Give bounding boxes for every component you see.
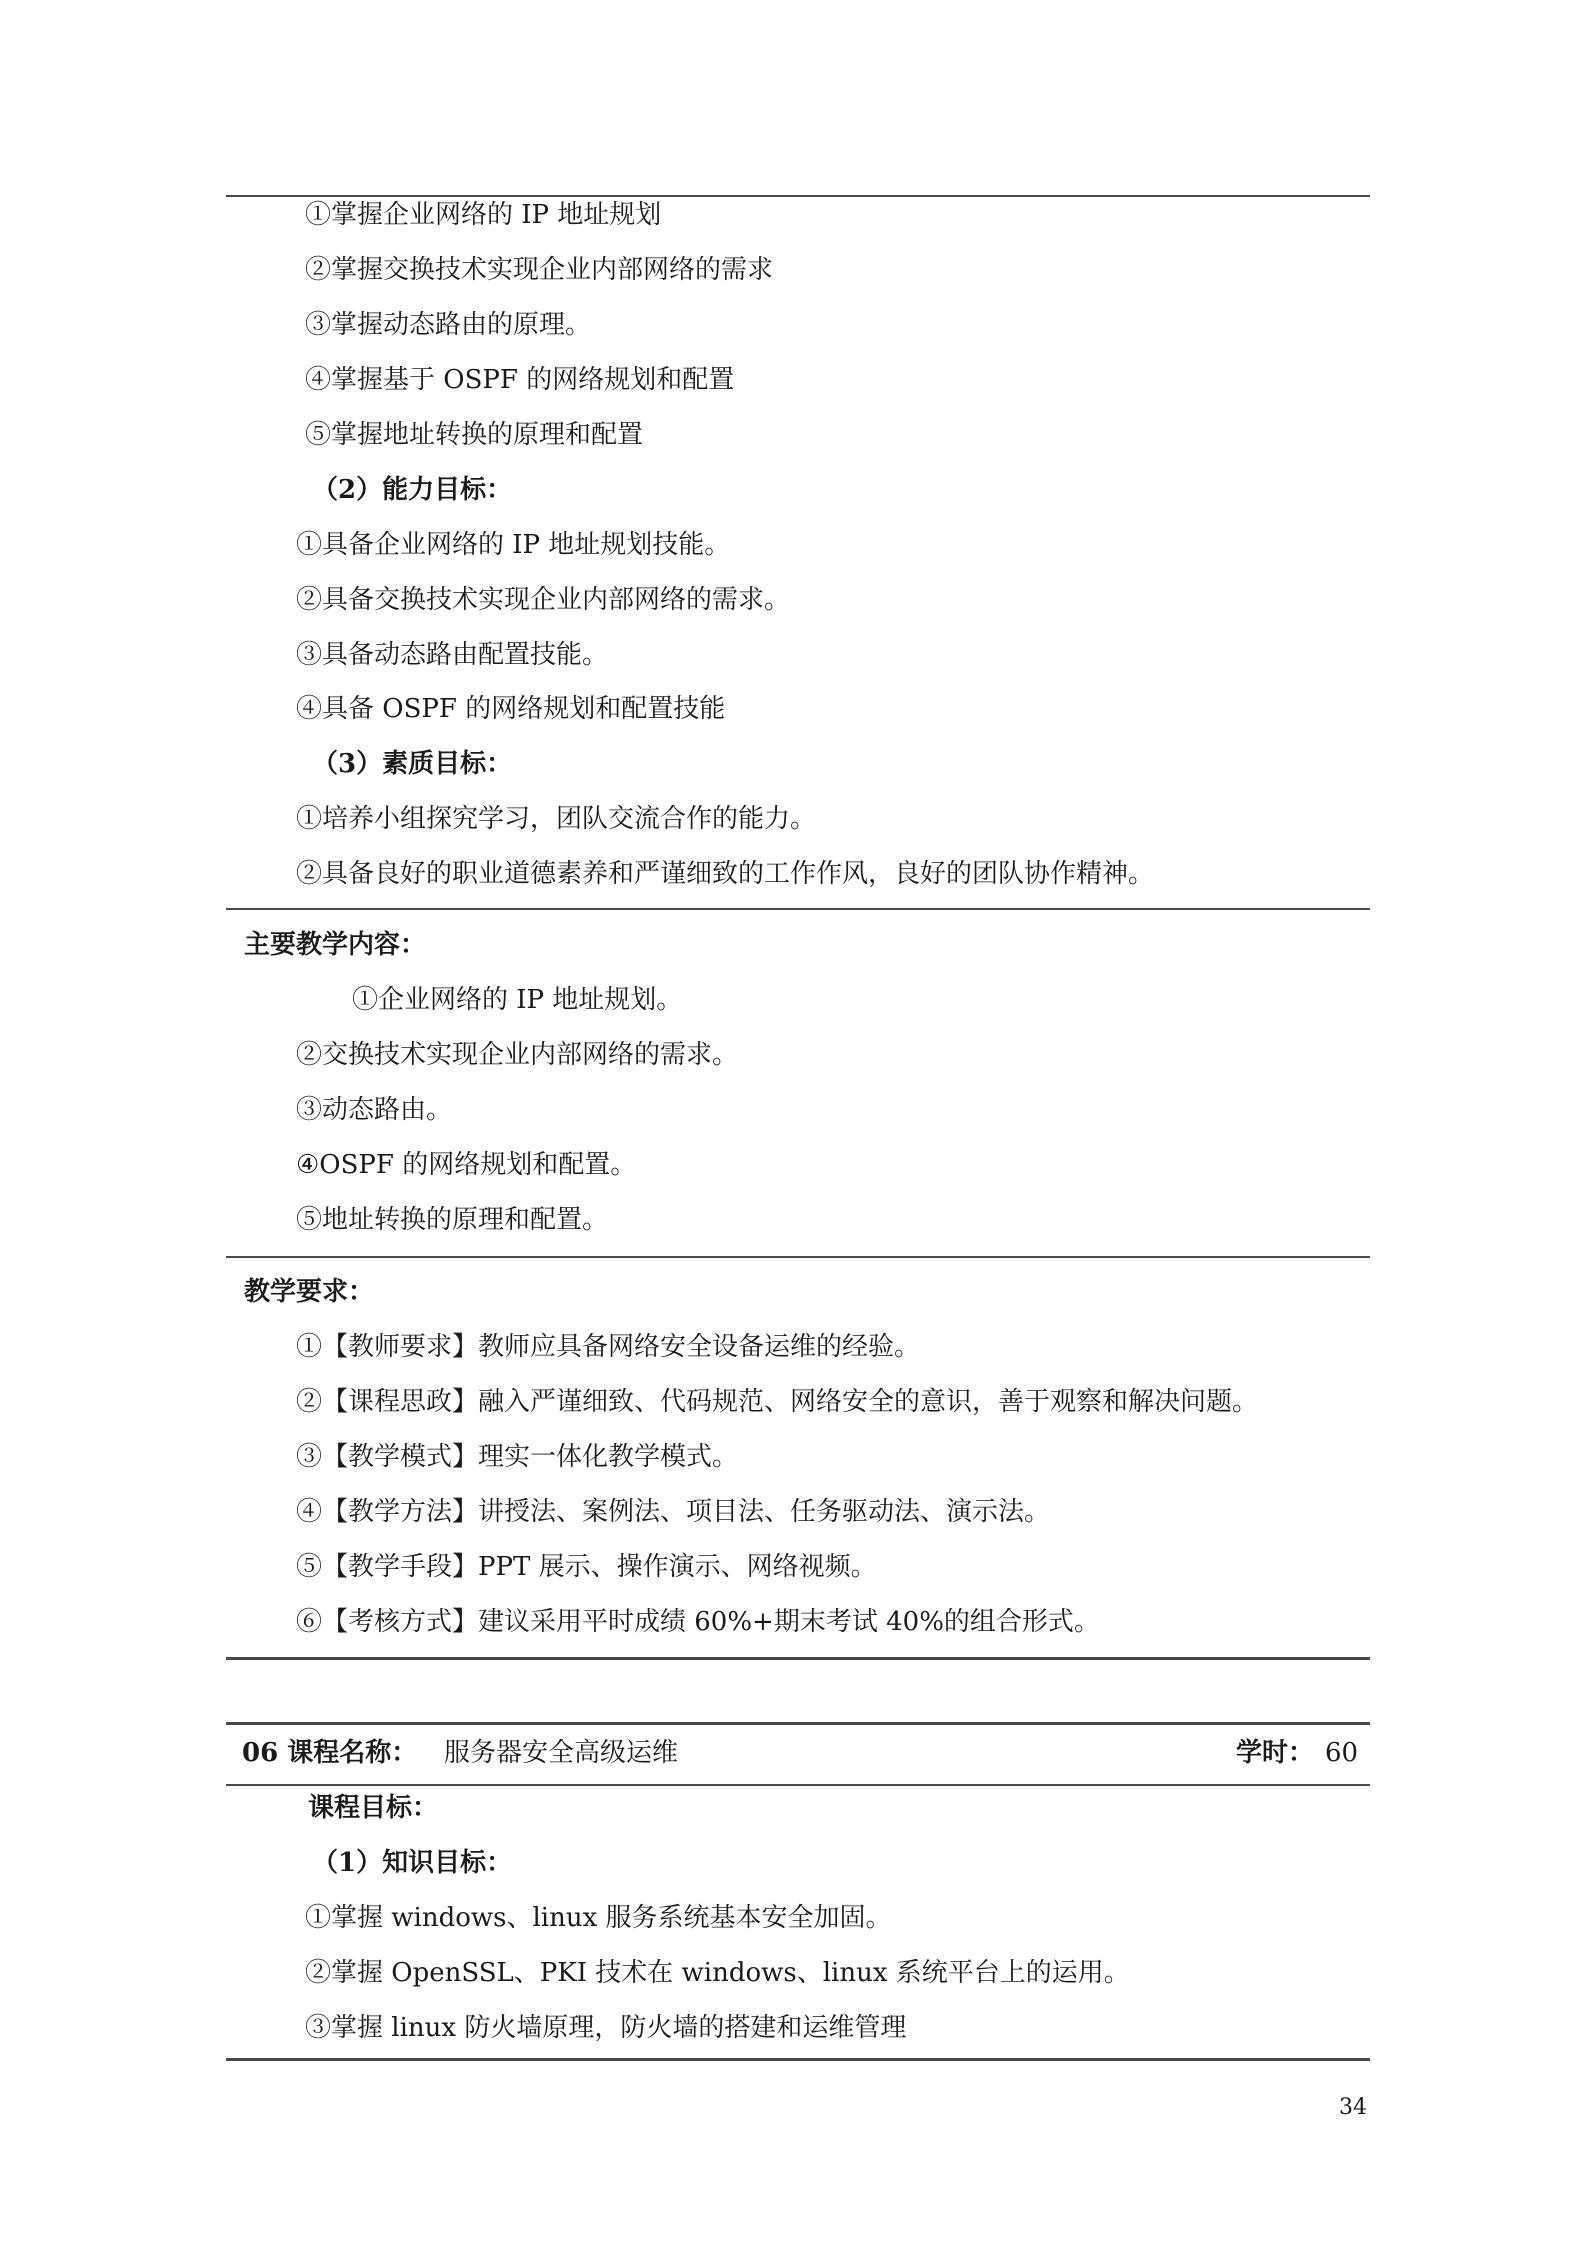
course06-name-value: 服务器安全高级运维 <box>444 1738 679 1768</box>
ability-item-1: ①具备企业网络的 IP 地址规划技能。 <box>296 530 731 560</box>
course06-name-label: 06 课程名称： <box>242 1738 418 1768</box>
quality-heading: （3）素质目标： <box>312 749 513 779</box>
table-bottom-rule <box>226 1657 1370 1660</box>
knowledge-item-1: ①掌握企业网络的 IP 地址规划 <box>305 200 662 230</box>
content-item-2: ②交换技术实现企业内部网络的需求。 <box>296 1040 739 1070</box>
requirement-item-1: ①【教师要求】教师应具备网络安全设备运维的经验。 <box>296 1332 921 1362</box>
course06-knowledge-item-1: ①掌握 windows、linux 服务系统基本安全加固。 <box>305 1903 892 1933</box>
content-item-5: ⑤地址转换的原理和配置。 <box>296 1205 609 1235</box>
course06-knowledge-heading: （1）知识目标： <box>312 1848 513 1878</box>
ability-heading: （2）能力目标： <box>312 475 513 505</box>
knowledge-item-3: ③掌握动态路由的原理。 <box>305 310 592 340</box>
content-item-4: ④OSPF 的网络规划和配置。 <box>296 1150 637 1180</box>
table-rule-content <box>226 908 1370 910</box>
knowledge-item-5: ⑤掌握地址转换的原理和配置 <box>305 420 644 450</box>
knowledge-item-4: ④掌握基于 OSPF 的网络规划和配置 <box>305 365 735 395</box>
content-item-1: ①企业网络的 IP 地址规划。 <box>352 985 683 1015</box>
requirement-item-6: ⑥【考核方式】建议采用平时成绩 60%+期末考试 40%的组合形式。 <box>296 1607 1100 1637</box>
content-heading: 主要教学内容： <box>244 930 427 960</box>
course06-knowledge-item-2: ②掌握 OpenSSL、PKI 技术在 windows、linux 系统平台上的运用。 <box>305 1958 1130 1988</box>
requirement-item-3: ③【教学模式】理实一体化教学模式。 <box>296 1442 739 1472</box>
course06-bottom-rule <box>226 2058 1370 2061</box>
requirements-heading: 教学要求： <box>244 1277 375 1307</box>
content-item-3: ③动态路由。 <box>296 1095 453 1125</box>
course06-knowledge-item-3: ③掌握 linux 防火墙原理，防火墙的搭建和运维管理 <box>305 2013 907 2043</box>
course06-top-rule <box>226 1722 1370 1725</box>
requirement-item-4: ④【教学方法】讲授法、案例法、项目法、任务驱动法、演示法。 <box>296 1497 1051 1527</box>
course06-header-rule <box>226 1784 1370 1786</box>
quality-item-2: ②具备良好的职业道德素养和严谨细致的工作作风，良好的团队协作精神。 <box>296 859 1155 889</box>
quality-item-1: ①培养小组探究学习，团队交流合作的能力。 <box>296 804 817 834</box>
requirement-item-5: ⑤【教学手段】PPT 展示、操作演示、网络视频。 <box>296 1552 877 1582</box>
ability-item-3: ③具备动态路由配置技能。 <box>296 640 609 670</box>
table-rule-requirements <box>226 1256 1370 1258</box>
course06-goal-heading: 课程目标： <box>308 1793 439 1823</box>
course06-hours-label: 学时： <box>1236 1738 1315 1768</box>
page-number: 34 <box>1339 2095 1367 2120</box>
table-top-rule <box>226 195 1370 197</box>
course06-hours-value: 60 <box>1325 1738 1359 1768</box>
knowledge-item-2: ②掌握交换技术实现企业内部网络的需求 <box>305 255 774 285</box>
requirement-item-2: ②【课程思政】融入严谨细致、代码规范、网络安全的意识，善于观察和解决问题。 <box>296 1387 1259 1417</box>
ability-item-2: ②具备交换技术实现企业内部网络的需求。 <box>296 585 791 615</box>
ability-item-4: ④具备 OSPF 的网络规划和配置技能 <box>296 694 726 724</box>
